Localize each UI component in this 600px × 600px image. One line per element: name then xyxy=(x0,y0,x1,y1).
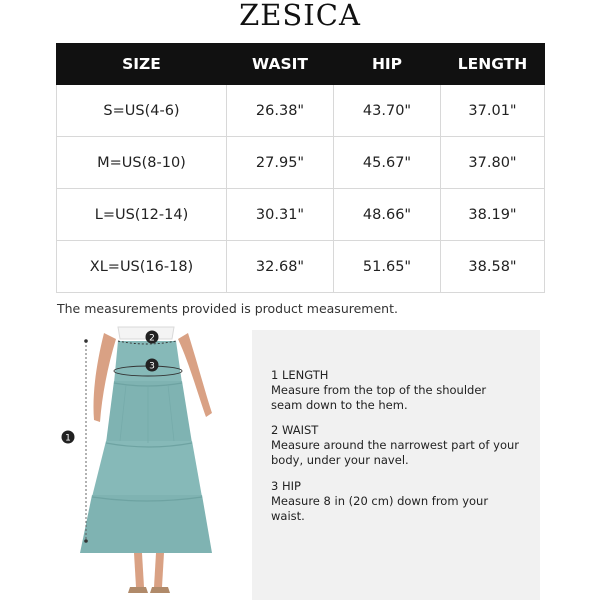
table-row xyxy=(57,85,545,137)
cell-waist: 26.38" xyxy=(227,85,334,137)
instruction-title: 2 WAIST xyxy=(271,423,319,437)
cell-length: 37.80" xyxy=(441,137,545,189)
instruction-length xyxy=(271,368,521,413)
marker-1-label: 1 xyxy=(65,433,71,444)
cell-waist: 30.31" xyxy=(227,189,334,241)
instruction-title: 1 LENGTH xyxy=(271,368,329,382)
table-header-row xyxy=(57,44,545,85)
marker-3-label: 3 xyxy=(149,361,155,372)
cell-length: 37.01" xyxy=(441,85,545,137)
cell-length: 38.58" xyxy=(441,241,545,293)
table-row xyxy=(57,189,545,241)
brand-logo: ZESICA xyxy=(239,0,361,32)
instruction-desc: Measure from the top of the shoulder seam down to the hem. xyxy=(271,383,487,412)
header-waist: WASIT xyxy=(227,44,334,85)
cell-length: 38.19" xyxy=(441,189,545,241)
cell-hip: 48.66" xyxy=(334,189,441,241)
cell-hip: 43.70" xyxy=(334,85,441,137)
table-row xyxy=(57,137,545,189)
instruction-hip xyxy=(271,479,521,524)
skirt-illustration xyxy=(56,325,241,600)
cell-size: L=US(12-14) xyxy=(57,189,227,241)
table-row xyxy=(57,241,545,293)
cell-waist: 32.68" xyxy=(227,241,334,293)
instruction-title: 3 HIP xyxy=(271,479,301,493)
measurement-instructions-panel xyxy=(252,330,540,600)
instruction-desc: Measure 8 in (20 cm) down from your waist. xyxy=(271,494,489,523)
cell-hip: 45.67" xyxy=(334,137,441,189)
header-length: LENGTH xyxy=(441,44,545,85)
cell-hip: 51.65" xyxy=(334,241,441,293)
measurement-note: The measurements provided is product measurement. xyxy=(57,301,398,316)
marker-2-label: 2 xyxy=(149,333,155,344)
cell-size: S=US(4-6) xyxy=(57,85,227,137)
instruction-waist xyxy=(271,423,521,468)
cell-size: XL=US(16-18) xyxy=(57,241,227,293)
instruction-desc: Measure around the narrowest part of your body, under your navel. xyxy=(271,438,519,467)
cell-size: M=US(8-10) xyxy=(57,137,227,189)
cell-waist: 27.95" xyxy=(227,137,334,189)
header-size: SIZE xyxy=(57,44,227,85)
size-chart-table xyxy=(56,43,545,293)
header-hip: HIP xyxy=(334,44,441,85)
